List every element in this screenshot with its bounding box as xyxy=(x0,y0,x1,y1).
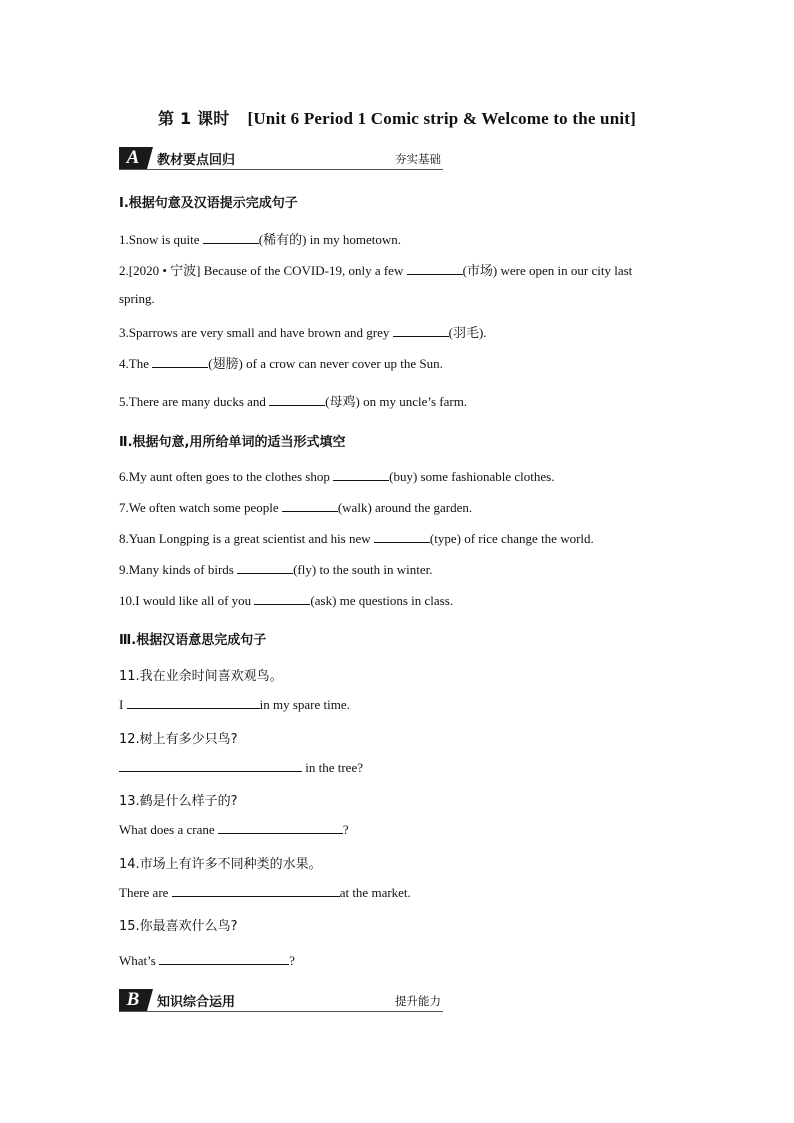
answer-blank[interactable] xyxy=(333,468,389,481)
answer-blank[interactable] xyxy=(237,561,293,574)
answer-blank[interactable] xyxy=(374,530,430,543)
answer-blank[interactable] xyxy=(269,393,325,406)
question-15: What’s ? xyxy=(119,953,295,968)
question-12: in the tree? xyxy=(119,759,363,776)
banner-letter: A xyxy=(119,147,147,169)
answer-blank[interactable] xyxy=(172,884,340,897)
question-11-prompt: 11.我在业余时间喜欢观鸟。 xyxy=(119,669,283,684)
section-banner-b xyxy=(119,989,443,1012)
question-4: 4.The (翅膀) of a crow can never cover up the Sun. xyxy=(119,356,443,371)
lesson-title: [Unit 6 Period 1 Comic strip & Welcome to the unit] xyxy=(247,109,637,128)
answer-blank[interactable] xyxy=(203,231,259,244)
answer-blank[interactable] xyxy=(254,592,310,605)
banner-tag: 提升能力 xyxy=(395,994,441,1008)
question-7: 7.We often watch some people (walk) around the garden. xyxy=(119,500,473,515)
question-1: 1.Snow is quite (稀有的) in my hometown. xyxy=(119,232,402,247)
answer-blank[interactable] xyxy=(152,355,208,368)
banner-name: 知识综合运用 xyxy=(157,995,236,1010)
question-10: 10.I would like all of you (ask) me questions in class. xyxy=(119,593,454,608)
section-banner-a xyxy=(119,147,443,170)
section-heading-1: Ⅰ.根据句意及汉语提示完成句子 xyxy=(119,196,298,211)
question-11: I in my spare time. xyxy=(119,697,350,712)
section-heading-2: Ⅱ.根据句意,用所给单词的适当形式填空 xyxy=(119,435,346,450)
question-13-prompt: 13.鹤是什么样子的? xyxy=(119,794,238,809)
section-heading-3: Ⅲ.根据汉语意思完成句子 xyxy=(119,633,267,648)
question-14: There are at the market. xyxy=(119,885,411,900)
question-3: 3.Sparrows are very small and have brown and grey (羽毛). xyxy=(119,325,487,340)
answer-blank[interactable] xyxy=(119,759,302,772)
page-title xyxy=(0,106,794,129)
banner-name: 教材要点回归 xyxy=(157,153,236,168)
question-15-prompt: 15.你最喜欢什么鸟? xyxy=(119,919,238,934)
question-8: 8.Yuan Longping is a great scientist and his new (type) of rice change the world. xyxy=(119,531,594,546)
lesson-number: 第 1 课时 xyxy=(157,109,230,128)
question-9: 9.Many kinds of birds (fly) to the south in winter. xyxy=(119,562,433,577)
question-6: 6.My aunt often goes to the clothes shop (buy) some fashionable clothes. xyxy=(119,469,555,484)
question-2-continued: spring. xyxy=(119,291,155,306)
answer-blank[interactable] xyxy=(393,324,449,337)
answer-blank[interactable] xyxy=(159,952,289,965)
banner-letter: B xyxy=(119,989,147,1011)
answer-blank[interactable] xyxy=(127,696,260,709)
question-5: 5.There are many ducks and (母鸡) on my uncle’s farm. xyxy=(119,394,468,409)
answer-blank[interactable] xyxy=(218,821,343,834)
banner-tag: 夯实基础 xyxy=(395,152,441,166)
answer-blank[interactable] xyxy=(407,262,463,275)
question-2: 2.[2020 • 宁波] Because of the COVID-19, only a few (市场) were open in our city last xyxy=(119,263,633,278)
answer-blank[interactable] xyxy=(282,499,338,512)
question-13: What does a crane ? xyxy=(119,822,349,837)
question-12-prompt: 12.树上有多少只鸟? xyxy=(119,732,238,747)
question-14-prompt: 14.市场上有许多不同种类的水果。 xyxy=(119,857,322,872)
